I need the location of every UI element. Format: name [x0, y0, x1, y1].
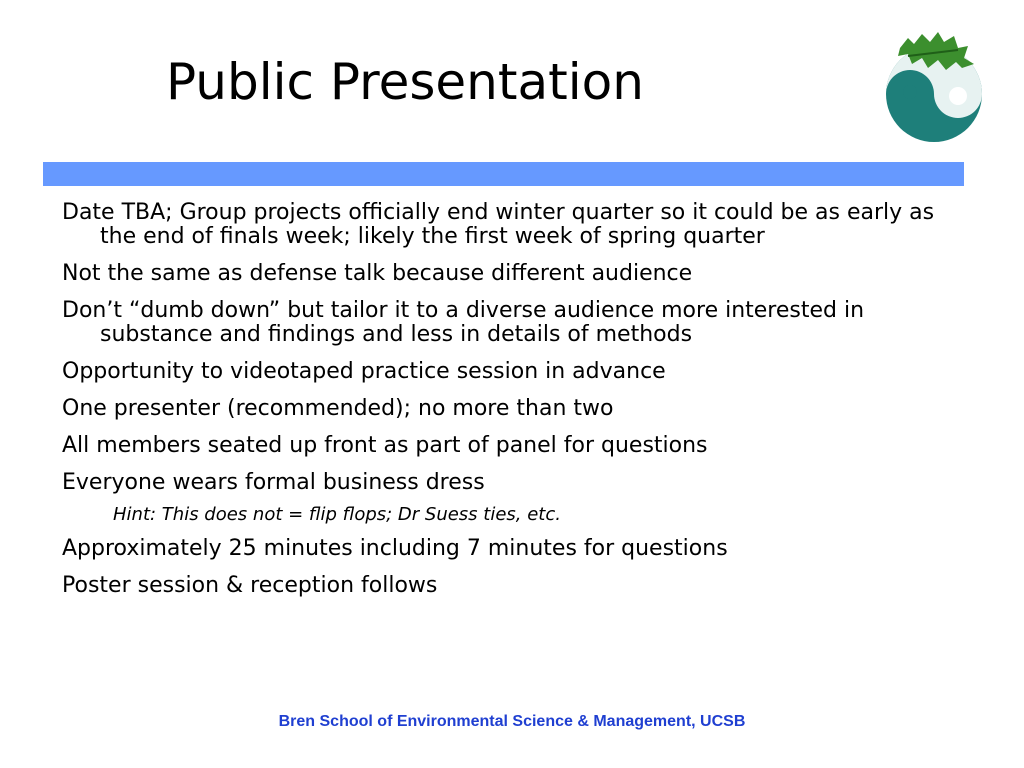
bullet-item: Approximately 25 minutes including 7 minutes for questions [62, 536, 728, 561]
slide-footer: Bren School of Environmental Science & Management, UCSB [278, 713, 746, 730]
bullet-item: All members seated up front as part of panel for questions [62, 433, 708, 458]
hint-subbullet: Hint: This does not = flip flops; Dr Suess ties, etc. [113, 504, 561, 525]
bullet-item: Date TBA; Group projects officially end winter quarter so it could be as early as the end of finals week; likely the first week of spring quarter [62, 200, 935, 249]
bren-school-logo [878, 26, 988, 146]
slide-body [62, 201, 962, 611]
bullet-item: Not the same as defense talk because different audience [62, 261, 693, 286]
bullet-item: Everyone wears formal business dress [62, 470, 485, 495]
accent-bar [43, 162, 964, 186]
slide-title: Public Presentation [166, 53, 644, 111]
bullet-item: Poster session & reception follows [62, 573, 438, 598]
bullet-item: Don’t “dumb down” but tailor it to a diverse audience more interested in substance and findings and less in details of methods [62, 298, 865, 347]
bullet-item: One presenter (recommended); no more than two [62, 396, 614, 421]
bullet-item: Opportunity to videotaped practice session in advance [62, 359, 666, 384]
